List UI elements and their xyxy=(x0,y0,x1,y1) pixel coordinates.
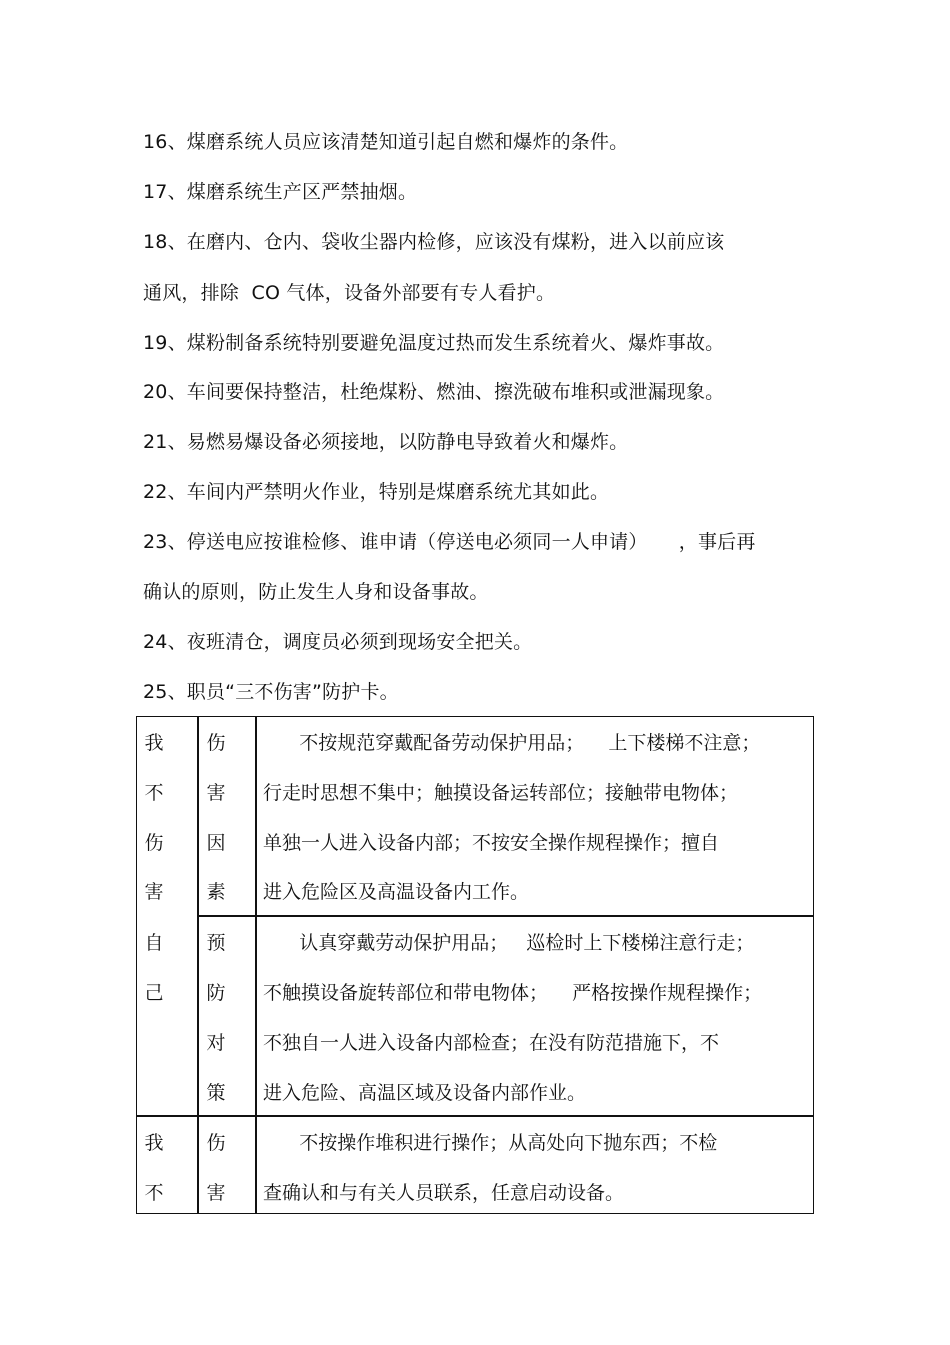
rule-25: 25、职员“三不伤害”防护卡。 xyxy=(143,681,399,703)
table-cell-line: 不触摸设备旋转部位和带电物体； 严格按操作规程操作； xyxy=(263,982,763,1004)
rule-24: 24、夜班清仓，调度员必须到现场安全把关。 xyxy=(143,631,533,653)
table-category-char: 预 xyxy=(206,932,226,954)
table-category-char: 素 xyxy=(206,881,226,903)
table-header-char: 不 xyxy=(144,782,164,804)
table-cell-line: 查确认和与有关人员联系，任意启动设备。 xyxy=(263,1182,625,1204)
rule-19: 19、煤粉制备系统特别要避免温度过热而发生系统着火、爆炸事故。 xyxy=(143,332,725,354)
table-category-char: 对 xyxy=(206,1032,226,1054)
table-row-divider-1 xyxy=(197,915,813,917)
table-header-char: 我 xyxy=(144,1132,164,1154)
table-col-divider-2 xyxy=(255,717,257,1213)
table-header-char: 不 xyxy=(144,1182,164,1204)
table-cell-line: 单独一人进入设备内部；不按安全操作规程操作；擅自 xyxy=(263,832,720,854)
table-header-char: 己 xyxy=(144,982,164,1004)
table-category-char: 伤 xyxy=(206,1132,226,1154)
table-cell-line: 不按操作堆积进行操作；从高处向下抛东西；不检 xyxy=(263,1132,718,1154)
table-cell-line: 认真穿戴劳动保护用品； 巡检时上下楼梯注意行走； xyxy=(263,932,755,954)
table-header-char: 我 xyxy=(144,732,164,754)
rule-21: 21、易燃易爆设备必须接地，以防静电导致着火和爆炸。 xyxy=(143,431,629,453)
table-category-char: 害 xyxy=(206,782,226,804)
rule-23-continued: 确认的原则，防止发生人身和设备事故。 xyxy=(143,581,489,603)
table-row-divider-2 xyxy=(137,1115,813,1117)
table-cell-line: 不独自一人进入设备内部检查；在没有防范措施下，不 xyxy=(263,1032,720,1054)
rule-16: 16、煤磨系统人员应该清楚知道引起自燃和爆炸的条件。 xyxy=(143,131,629,153)
table-category-char: 害 xyxy=(206,1182,226,1204)
rule-23: 23、停送电应按谁检修、谁申请（停送电必须同一人申请） ，事后再 xyxy=(143,531,756,553)
protection-card-table xyxy=(136,716,814,1214)
table-category-char: 因 xyxy=(206,832,226,854)
table-category-char: 防 xyxy=(206,982,226,1004)
table-header-char: 害 xyxy=(144,881,164,903)
table-cell-line: 进入危险、高温区域及设备内部作业。 xyxy=(263,1082,587,1104)
table-cell-line: 行走时思想不集中；触摸设备运转部位；接触带电物体； xyxy=(263,782,739,804)
table-category-char: 伤 xyxy=(206,732,226,754)
table-header-char: 自 xyxy=(144,932,164,954)
rule-18: 18、在磨内、仓内、袋收尘器内检修，应该没有煤粉，进入以前应该 xyxy=(143,231,725,253)
table-category-char: 策 xyxy=(206,1082,226,1104)
table-col-divider-1 xyxy=(197,717,199,1213)
table-cell-line: 不按规范穿戴配备劳动保护用品； 上下楼梯不注意； xyxy=(263,732,761,754)
table-cell-line: 进入危险区及高温设备内工作。 xyxy=(263,881,530,903)
rule-17: 17、煤磨系统生产区严禁抽烟。 xyxy=(143,181,418,203)
rule-22: 22、车间内严禁明火作业，特别是煤磨系统尤其如此。 xyxy=(143,481,610,503)
rule-20: 20、车间要保持整洁，杜绝煤粉、燃油、擦洗破布堆积或泄漏现象。 xyxy=(143,381,725,403)
rule-18-continued: 通风，排除 CO 气体，设备外部要有专人看护。 xyxy=(143,282,556,304)
table-header-char: 伤 xyxy=(144,832,164,854)
